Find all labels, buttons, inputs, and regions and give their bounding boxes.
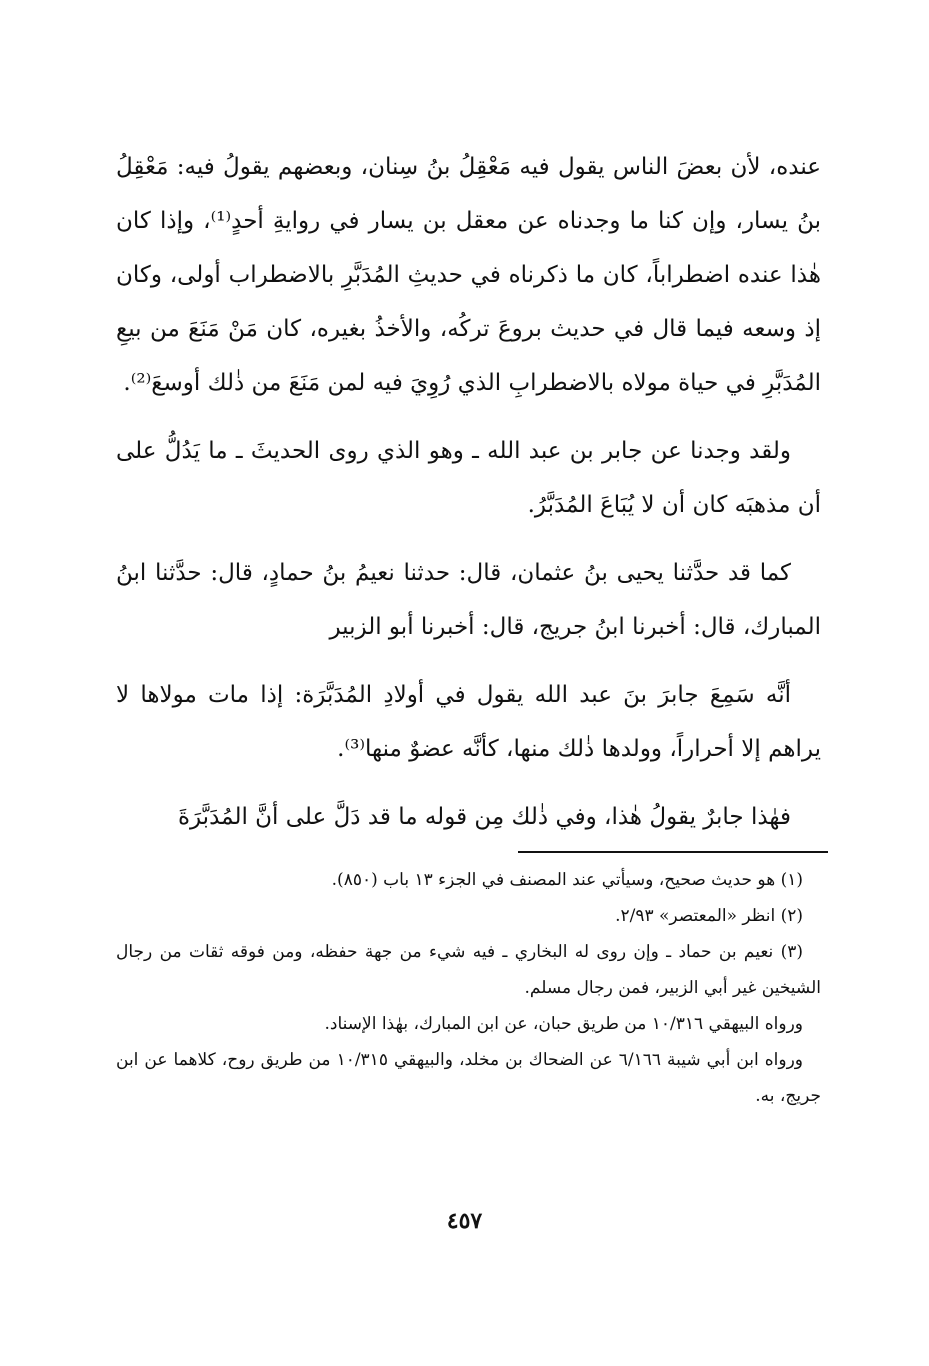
paragraph-4: أنَّه سَمِعَ جابرَ بنَ عبد الله يقول في أولادِ المُدَبَّرَة: إذا مات مولاها لا يراهم إلا أحراراً، وولدها ذٰلك منها، كأنَّه عضوٌ منها⁽³⁾. [116,682,821,762]
page-number: ٤٥٧ [446,1208,483,1234]
main-body-text [116,140,821,844]
footnote-2: (٢) انظر «المعتصر» ٢/٩٣. [615,906,803,926]
paragraph-2: ولقد وجدنا عن جابر بن عبد الله ـ وهو الذي روى الحديثَ ـ ما يَدُلُّ على أن مذهبَه كان أن لا يُبَاعَ المُدَبَّرُ. [116,438,821,518]
paragraph-3: كما قد حدَّثنا يحيى بنُ عثمان، قال: حدثنا نعيمُ بنُ حمادٍ، قال: حدَّثنا ابنُ المبارك، قال: أخبرنا ابنُ جريج، قال: أخبرنا أبو الزبير [116,560,821,640]
footnote-3-continuation-2: ورواه ابن أبي شيبة ٦/١٦٦ عن الضحاك بن مخلد، والبيهقي ١٠/٣١٥ من طريق روح، كلاهما عن ابن جريج، به. [116,1050,821,1106]
paragraph-5: فهٰذا جابرٌ يقولُ هٰذا، وفي ذٰلك مِن قوله ما قد دَلَّ على أنَّ المُدَبَّرَةَ [177,804,791,830]
footnote-1: (١) هو حديث صحيح، وسيأتي عند المصنف في الجزء ١٣ باب (٨٥٠). [331,870,803,890]
footnotes [116,862,821,1114]
footnote-3: (٣) نعيم بن حماد ـ وإن روى له البخاري ـ فيه شيء من جهة حفظه، ومن فوقه ثقات من رجال الشيخين غير أبي الزبير، فمن رجال مسلم. [116,942,821,998]
footnote-3-continuation-1: ورواه البيهقي ١٠/٣١٦ من طريق حبان، عن ابن المبارك، بهٰذا الإسناد. [324,1014,803,1034]
footnote-separator [518,851,828,853]
paragraph-1: عنده، لأن بعضَ الناس يقول فيه مَعْقِلُ بنُ سِنان، وبعضهم يقولُ فيه: مَعْقِلُ بنُ يسار، وإن كنا ما وجدناه عن معقل بن يسار في روايةِ أحدٍ⁽¹⁾، وإذا كان هٰذا عنده اضطراباً، كان ما ذكرناه في حديثِ المُدَبَّرِ بالاضطراب أولى، وكان إذ وسعه فيما قال في حديث بروعَ تركُه، والأخذُ بغيره، كان مَنْ مَنَعَ من بيعِ المُدَبَّرِ في حياة مولاه بالاضطرابِ الذي رُوِيَ فيه لمن مَنَعَ من ذٰلك أوسعَ⁽²⁾. [116,154,821,396]
